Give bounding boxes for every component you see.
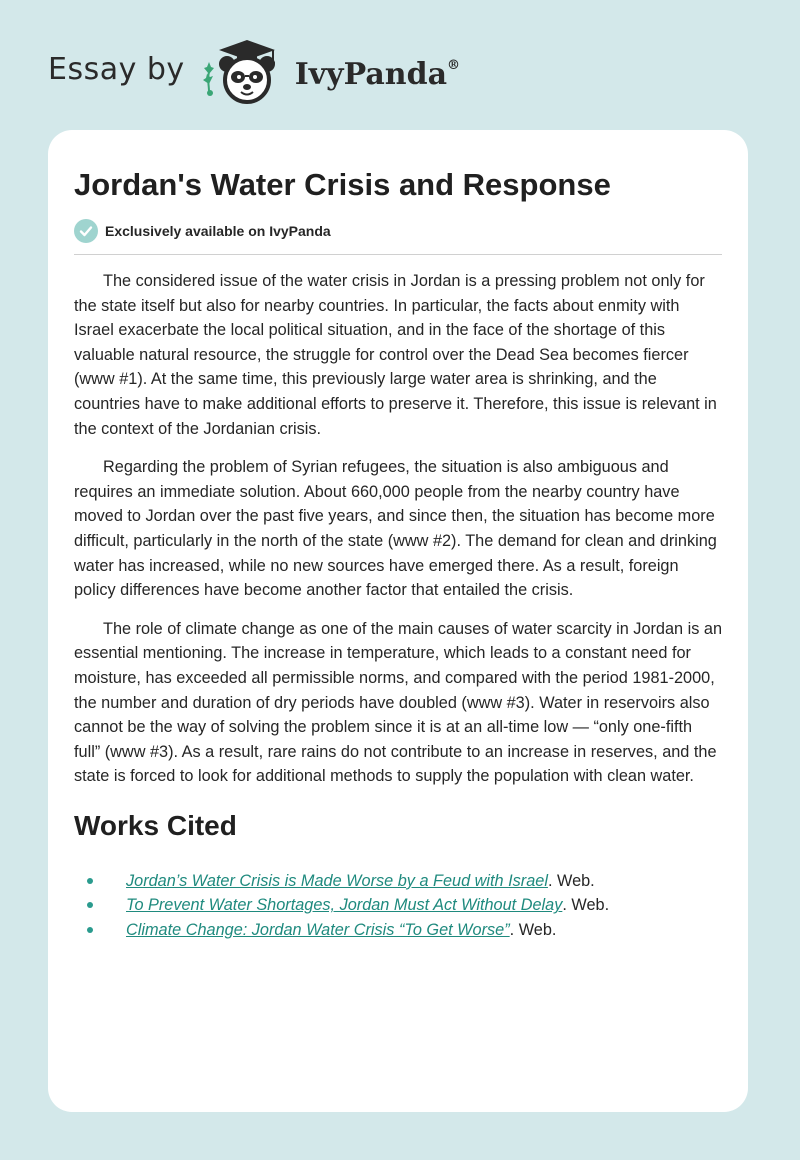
- essay-body: [74, 269, 722, 789]
- ivypanda-logo-link[interactable]: [197, 36, 460, 108]
- list-item: [74, 893, 722, 918]
- bullet-icon: [87, 878, 93, 884]
- citation-suffix: . Web.: [562, 896, 610, 915]
- paragraph: Regarding the problem of Syrian refugees, the situation is also ambiguous and requires an immediate solution. About 660,000 people from the nearby country have moved to Jordan over the past five years, and since then, the situation has become more difficult, particularly in the north of the state (www #2). The demand for clean and drinking water has increased, while no new sources have emerged there. As a result, foreign policy differences have become another factor that entailed the crisis.: [74, 458, 717, 600]
- list-item: [74, 869, 722, 894]
- check-icon: [74, 219, 98, 243]
- bullet-icon: [87, 902, 93, 908]
- bullet-icon: [87, 927, 93, 933]
- paragraph: The role of climate change as one of the main causes of water scarcity in Jordan is an essential mentioning. The increase in temperature, which leads to a constant need for moisture, has exceeded all permissible norms, and compared with the period 1981-2000, the number and duration of dry periods have doubled (www #3). Water in reservoirs also cannot be the way of solving the problem since it is at an all-time low — “only one-fifth full” (www #3). As a result, rare rains do not contribute to an increase in reserves, and the state is forced to look for additional methods to supply the population with clean water.: [74, 619, 723, 786]
- paragraph: The considered issue of the water crisis in Jordan is a pressing problem not only for the state itself but also for nearby countries. In particular, the facts about enmity with Israel exacerbate the local political situation, and in the face of the shortage of this valuable natural resource, the struggle for control over the Dead Sea becomes fiercer (www #1). At the same time, this previously large water area is shrinking, and the countries have to make additional efforts to preserve it. Therefore, this issue is relevant in the context of the Jordanian crisis.: [74, 272, 717, 438]
- brand-name: IvyPanda®: [294, 56, 461, 92]
- brand-prefix: Essay by: [48, 51, 185, 87]
- citation-link[interactable]: Jordan’s Water Crisis is Made Worse by a Feud with Israel: [126, 871, 548, 890]
- citation-link[interactable]: To Prevent Water Shortages, Jordan Must Act Without Delay: [126, 896, 563, 915]
- works-cited-list: [74, 869, 722, 943]
- essay-card: [48, 130, 748, 1112]
- page-title: Jordan's Water Crisis and Response: [74, 167, 611, 202]
- registered-mark: ®: [447, 57, 461, 73]
- list-item: [74, 918, 722, 943]
- exclusive-badge: [74, 218, 722, 244]
- divider: [74, 254, 722, 255]
- citation-suffix: . Web.: [547, 871, 595, 890]
- works-cited-heading: Works Cited: [74, 809, 237, 841]
- citation-link[interactable]: Climate Change: Jordan Water Crisis “To Get Worse”: [126, 920, 510, 939]
- panda-logo-icon: [197, 36, 293, 108]
- citation-suffix: . Web.: [509, 920, 557, 939]
- ivy-leaf-icon: [203, 62, 214, 96]
- exclusive-label: Exclusively available on IvyPanda: [105, 223, 331, 239]
- site-header: [48, 36, 460, 108]
